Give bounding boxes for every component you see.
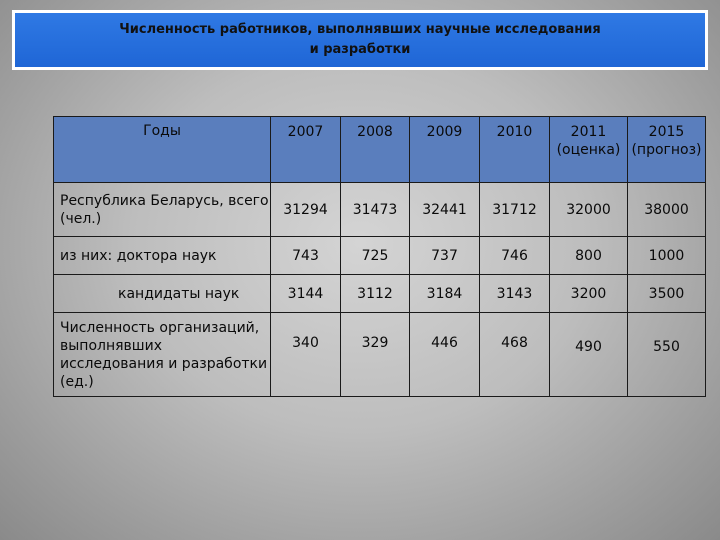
table-cell: 3500 <box>628 275 706 313</box>
header-year: 2011 (оценка) <box>550 117 628 183</box>
data-table <box>53 116 706 397</box>
table-cell: 340 <box>271 313 341 397</box>
row-label: из них: доктора наук <box>54 237 271 275</box>
row-label: кандидаты наук <box>54 275 271 313</box>
row-label: Численность организаций, выполнявших исследования и разработки (ед.) <box>54 313 271 397</box>
table-cell: 32441 <box>410 183 480 237</box>
table-cell: 550 <box>628 313 706 397</box>
header-year: 2009 <box>410 117 480 183</box>
table-cell: 746 <box>480 237 550 275</box>
header-year: 2010 <box>480 117 550 183</box>
table-cell: 1000 <box>628 237 706 275</box>
table-cell: 3200 <box>550 275 628 313</box>
title-line-1: Численность работников, выполнявших научные исследования <box>119 22 601 37</box>
header-year: 2008 <box>341 117 410 183</box>
table-cell: 38000 <box>628 183 706 237</box>
table-row <box>54 313 706 397</box>
table-cell: 31473 <box>341 183 410 237</box>
table-cell: 31294 <box>271 183 341 237</box>
table-row <box>54 275 706 313</box>
header-label: Годы <box>54 117 271 183</box>
table-cell: 446 <box>410 313 480 397</box>
row-label: Республика Беларусь, всего (чел.) <box>54 183 271 237</box>
table-cell: 3143 <box>480 275 550 313</box>
table-row <box>54 237 706 275</box>
table-cell: 490 <box>550 313 628 397</box>
table-cell: 468 <box>480 313 550 397</box>
table-cell: 3144 <box>271 275 341 313</box>
table-cell: 329 <box>341 313 410 397</box>
table-cell: 800 <box>550 237 628 275</box>
table-cell: 31712 <box>480 183 550 237</box>
table-cell: 725 <box>341 237 410 275</box>
table-cell: 32000 <box>550 183 628 237</box>
table-row <box>54 183 706 237</box>
title-line-2: и разработки <box>309 42 411 57</box>
table-cell: 743 <box>271 237 341 275</box>
header-year: 2007 <box>271 117 341 183</box>
page-title <box>12 10 708 70</box>
header-year: 2015 (прогноз) <box>628 117 706 183</box>
header-note: (оценка) <box>556 142 621 158</box>
table-cell: 737 <box>410 237 480 275</box>
table-cell: 3112 <box>341 275 410 313</box>
header-note: (прогноз) <box>631 142 702 158</box>
table-cell: 3184 <box>410 275 480 313</box>
table-header-row <box>54 117 706 183</box>
